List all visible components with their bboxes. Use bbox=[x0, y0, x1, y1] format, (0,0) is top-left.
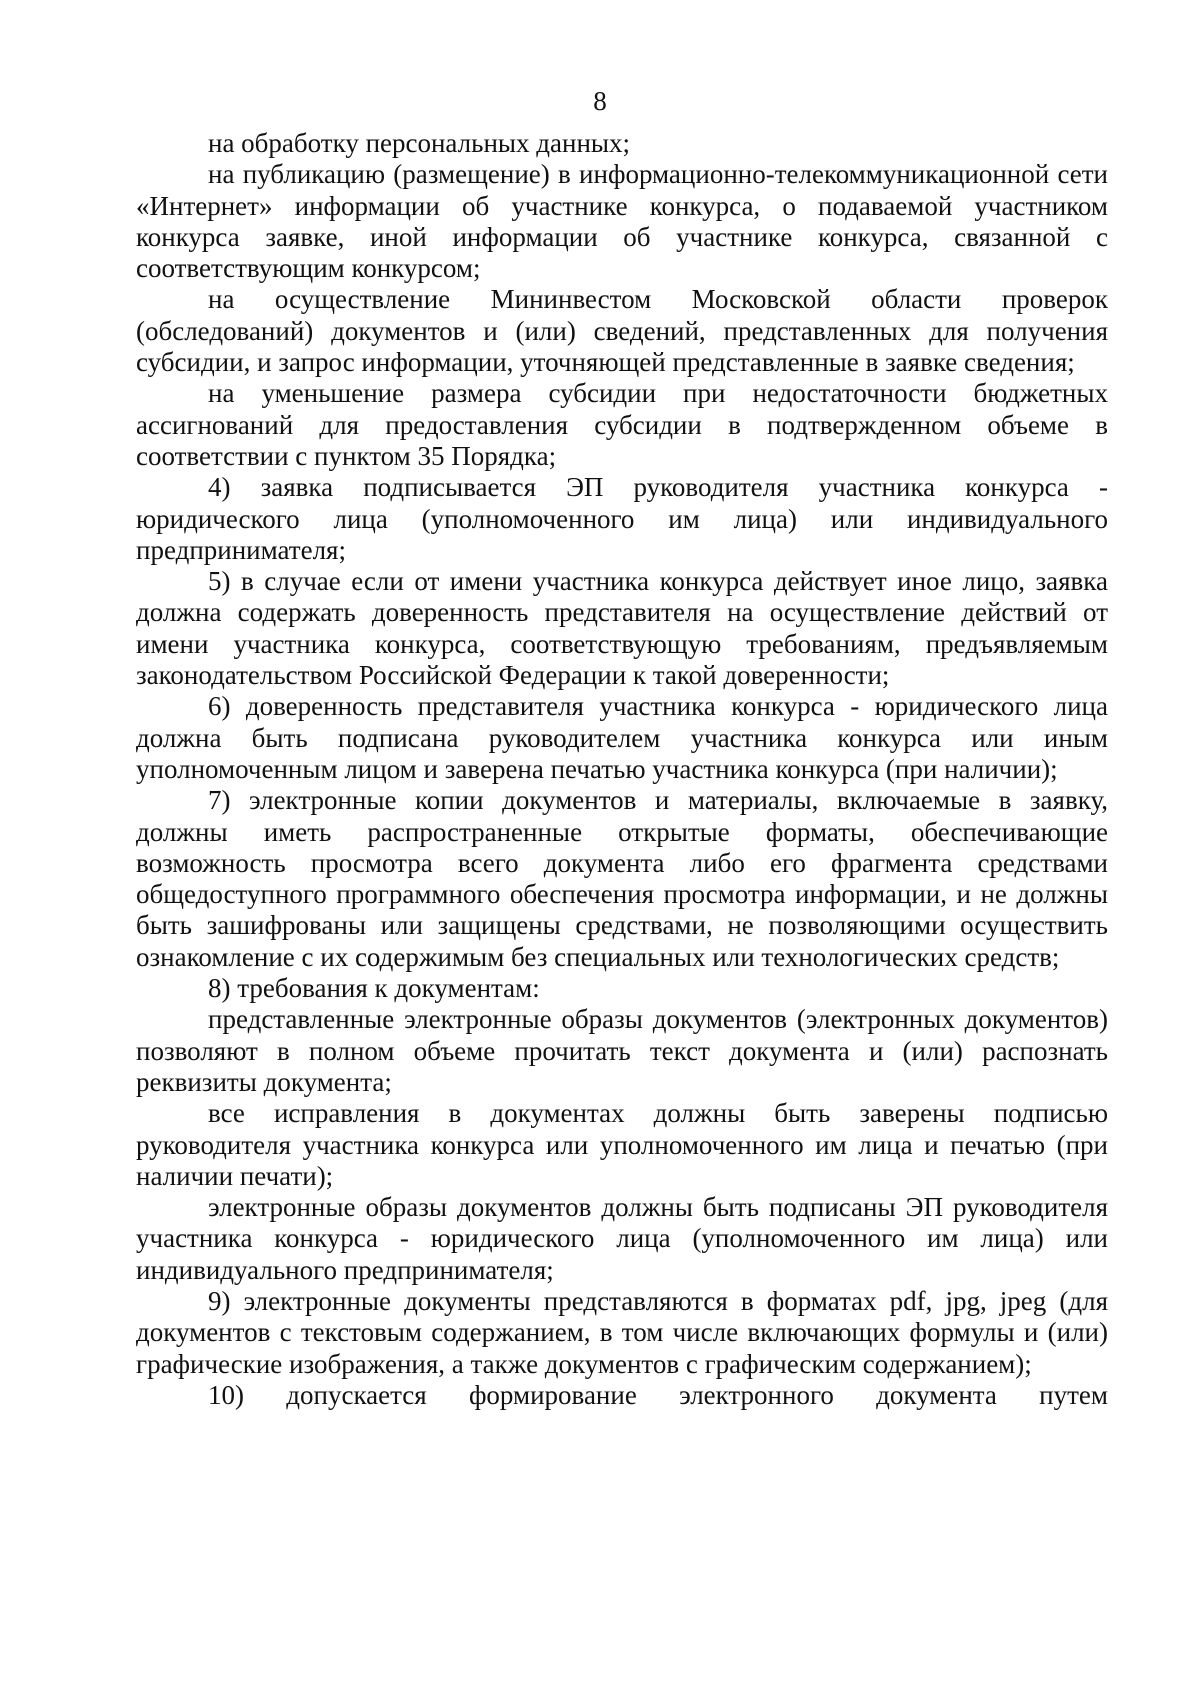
paragraph-item-7: 7) электронные копии документов и материалы, включаемые в заявку, должны иметь распространенные открытые форматы, обеспечивающие возможность просмотра всего документа либо его фрагмента средствами общедоступного программного обеспечения просмотра информации, и не должны быть зашифрованы или защищены средствами, не позволяющими осуществить ознакомление с их содержимым без специальных или технологических средств; bbox=[136, 785, 1108, 972]
paragraph-item-10: 10) допускается формирование электронного документа путем bbox=[208, 1379, 1108, 1410]
paragraph-item-8-corrections: все исправления в документах должны быть заверены подписью руководителя участника конкурса или уполномоченного им лица и печатью (при наличии печати); bbox=[136, 1098, 1108, 1191]
paragraph-consent-publication: на публикацию (размещение) в информационно-телекоммуникационной сети «Интернет» информации об участнике конкурса, о подаваемой участником конкурса заявке, иной информации об участнике конкурса, связанной с соответствующим конкурсом; bbox=[136, 159, 1108, 284]
page-number: 8 bbox=[593, 86, 607, 116]
paragraph-item-5: 5) в случае если от имени участника конкурса действует иное лицо, заявка должна содержать доверенность представителя на осуществление действий от имени участника конкурса, соответствующую требованиям, предъявляемым законодательством Российской Федерации к такой доверенности; bbox=[136, 566, 1108, 691]
paragraph-consent-inspections: на осуществление Мининвестом Московской области проверок (обследований) документов и (или) сведений, представленных для получения субсидии, и запрос информации, уточняющей представленные в заявке сведения; bbox=[136, 284, 1108, 378]
document-body bbox=[136, 128, 1108, 1411]
paragraph-item-8-images: представленные электронные образы документов (электронных документов) позволяют в полном объеме прочитать текст документа и (или) распознать реквизиты документа; bbox=[136, 1004, 1108, 1097]
paragraph-item-4: 4) заявка подписывается ЭП руководителя участника конкурса - юридического лица (уполномоченного им лица) или индивидуального предпринимателя; bbox=[136, 472, 1108, 565]
paragraph-item-8: 8) требования к документам: bbox=[208, 973, 540, 1004]
paragraph-consent-personal-data: на обработку персональных данных; bbox=[208, 128, 631, 158]
paragraph-item-6: 6) доверенность представителя участника конкурса - юридического лица должна быть подписана руководителем участника конкурса или иным уполномоченным лицом и заверена печатью участника конкурса (при наличии); bbox=[136, 691, 1108, 784]
paragraph-consent-subsidy-reduction: на уменьшение размера субсидии при недостаточности бюджетных ассигнований для предоставления субсидии в подтвержденном объеме в соответствии с пунктом 35 Порядка; bbox=[136, 378, 1108, 471]
paragraph-item-9: 9) электронные документы представляются в форматах pdf, jpg, jpeg (для документов с текстовым содержанием, в том числе включающих формулы и (или) графические изображения, а также документов с графическим содержанием); bbox=[136, 1285, 1108, 1379]
paragraph-item-8-signature: электронные образы документов должны быть подписаны ЭП руководителя участника конкурса - юридического лица (уполномоченного им лица) или индивидуального предпринимателя; bbox=[136, 1192, 1108, 1285]
